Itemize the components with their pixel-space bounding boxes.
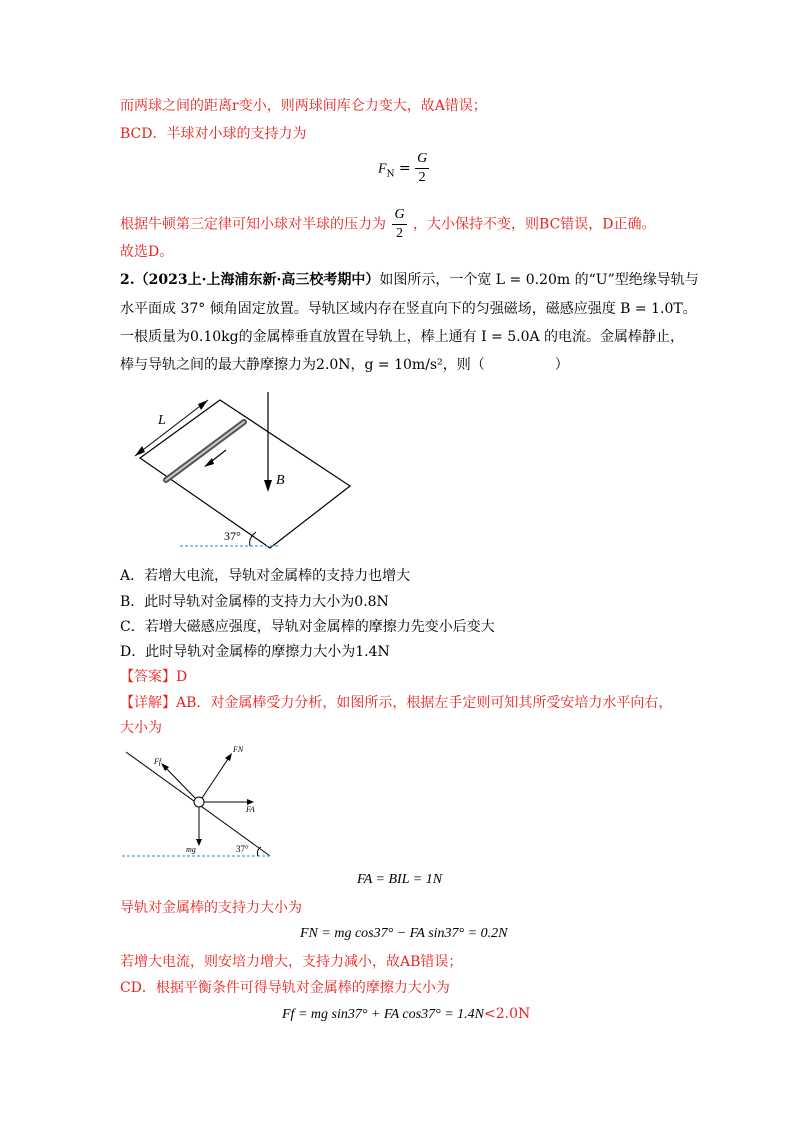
option-a: A．若增大电流，导轨对金属棒的支持力也增大 bbox=[120, 568, 411, 584]
figure-inclined-rail bbox=[120, 388, 360, 556]
question-line-4: 棒与导轨之间的最大静摩擦力为2.0N，g = 10m/s²，则（ ） bbox=[120, 357, 569, 373]
label-fn: FN bbox=[233, 745, 244, 754]
equation-support-force: $F_N$ = $\frac{G}{2}$ bbox=[378, 151, 428, 185]
question-number: 2. bbox=[120, 272, 135, 288]
label-B: B bbox=[276, 473, 285, 488]
arrow-ff bbox=[164, 766, 195, 798]
label-angle-2: 37° bbox=[236, 844, 249, 854]
text-support-force: 导轨对金属棒的支持力大小为 bbox=[120, 900, 302, 916]
arrow-fn bbox=[202, 756, 230, 798]
eq-lhs-sub: N bbox=[386, 169, 395, 180]
label-angle: 37° bbox=[224, 529, 241, 543]
question-line-2: 水平面成 37° 倾角固定放置。导轨区域内存在竖直向下的匀强磁场，磁感应强度 B = 1.0T。 bbox=[120, 301, 697, 317]
eq-lhs: F bbox=[378, 161, 387, 177]
equation-friction-main: Ff = mg sin37° + FA cos37° = 1.4N bbox=[282, 1007, 484, 1022]
text-conclusion-ab: 若增大电流，则安培力增大，支持力减小，故AB错误； bbox=[120, 954, 463, 970]
equation-friction-compare: <2.0N bbox=[483, 1006, 531, 1022]
label-L: L bbox=[158, 413, 166, 428]
equation-friction bbox=[282, 1006, 530, 1023]
rod-cross-section bbox=[194, 797, 204, 807]
line3-text-a: 根据牛顿第三定律可知小球对半球的压力为 bbox=[120, 216, 386, 233]
question-line-1 bbox=[120, 270, 699, 290]
answer: 【答案】D bbox=[120, 669, 188, 685]
question-line-3: 一根质量为0.10kg的金属棒垂直放置在导轨上，棒上通有 I = 5.0A 的电流。金属棒静止， bbox=[120, 329, 685, 345]
eq-denominator: 2 bbox=[418, 170, 426, 185]
option-b: B．此时导轨对金属棒的支持力大小为0.8N bbox=[120, 594, 389, 610]
line3-denominator: 2 bbox=[396, 226, 404, 241]
equation-ampere-force: FA = BIL = 1N bbox=[357, 872, 443, 887]
eq-numerator: G bbox=[415, 150, 429, 169]
line3-fraction bbox=[392, 206, 406, 243]
label-mg: mg bbox=[186, 845, 196, 854]
solution-line-4: 故选D。 bbox=[120, 244, 174, 260]
line3-text-b: ，大小保持不变，则BC错误，D正确。 bbox=[413, 216, 656, 233]
dimension-line bbox=[135, 400, 208, 456]
eq-fraction bbox=[415, 150, 429, 187]
figure-force-diagram bbox=[120, 744, 280, 862]
equation-normal-force: FN = mg cos37° − FA sin37° = 0.2N bbox=[300, 926, 508, 941]
solution-line-1: 而两球之间的距离r变小，则两球间库仑力变大，故A错误； bbox=[120, 98, 487, 114]
solution-line-2: BCD．半球对小球的支持力为 bbox=[120, 126, 307, 142]
label-ff: Ff bbox=[154, 757, 162, 766]
detail-line-1: 【详解】AB．对金属棒受力分析，如图所示，根据左手定则可知其所受安培力水平向右， bbox=[120, 695, 673, 711]
option-d: D．此时导轨对金属棒的摩擦力大小为1.4N bbox=[120, 644, 390, 660]
option-c: C．若增大磁感应强度，导轨对金属棒的摩擦力先变小后变大 bbox=[120, 619, 495, 635]
line3-numerator: G bbox=[392, 206, 406, 225]
dimension-arrow-end bbox=[198, 400, 208, 410]
solution-line-3 bbox=[120, 206, 656, 243]
text-friction: CD．根据平衡条件可得导轨对金属棒的摩擦力大小为 bbox=[120, 980, 450, 996]
label-fa: FA bbox=[246, 805, 255, 814]
dimension-arrow-start bbox=[135, 446, 145, 456]
detail-line-2: 大小为 bbox=[120, 720, 162, 736]
question-text-1: 如图所示，一个宽 L = 0.20m 的“U”型绝缘导轨与 bbox=[379, 272, 699, 288]
question-source: （2023上·上海浦东新·高三校考期中） bbox=[134, 272, 380, 288]
